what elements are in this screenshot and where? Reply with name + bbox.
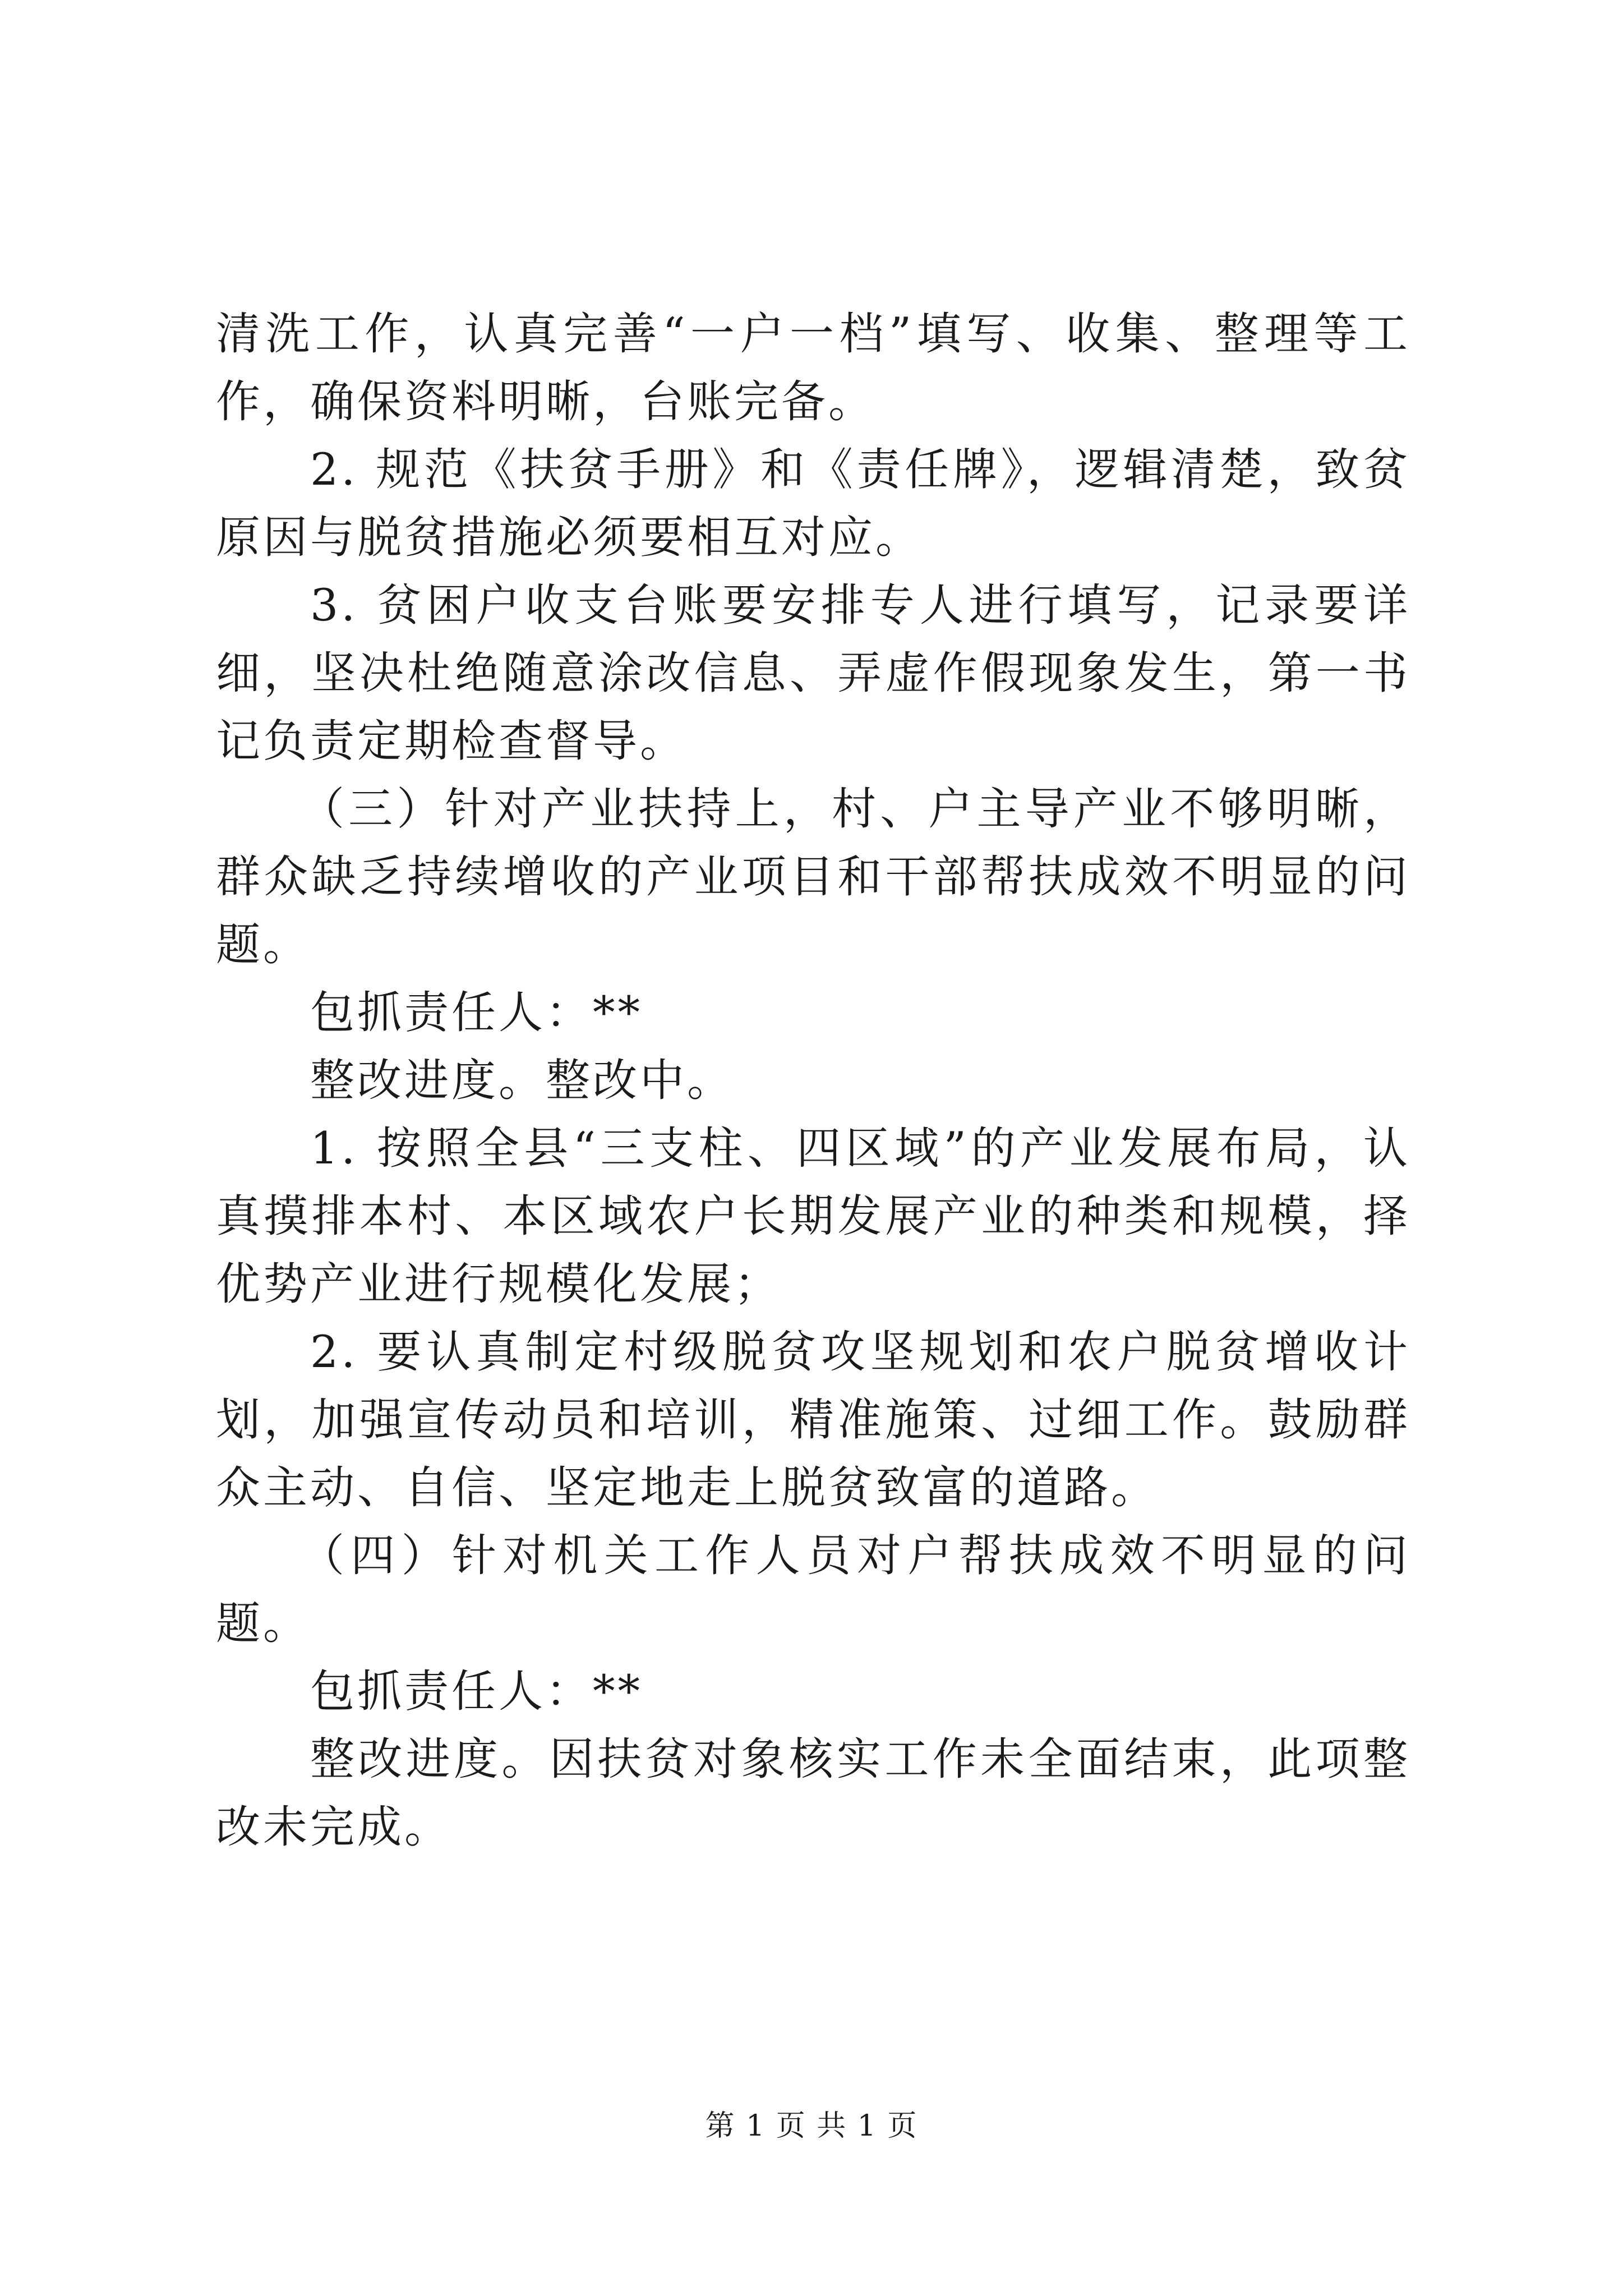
paragraph-item-1: 1. 按照全县“三支柱、四区域”的产业发展布局，认真摸排本村、本区域农户长期发展产业的种类和规模，择优势产业进行规模化发展； [216,1122,1410,1310]
responsible-person-2: 包抓责任人：** [310,1665,643,1717]
document-body [216,300,1410,1861]
progress-status: 整改进度。整改中。 [310,1055,734,1106]
paragraph-item-2b: 2. 要认真制定村级脱贫攻坚规划和农户脱贫增收计划，加强宣传动员和培训，精准施策、过细工作。鼓励群众主动、自信、坚定地走上脱贫致富的道路。 [216,1326,1410,1513]
page-footer: 第 1 页 共 1 页 [705,2109,918,2143]
section-heading-4: （四）针对机关工作人员对户帮扶成效不明显的问题。 [216,1530,1410,1649]
paragraph-item-2: 2. 规范《扶贫手册》和《责任牌》，逻辑清楚，致贫原因与脱贫措施必须要相互对应。 [216,444,1410,563]
progress-status-2: 整改进度。因扶贫对象核实工作未全面结束，此项整改未完成。 [216,1733,1410,1853]
responsible-person: 包抓责任人：** [310,987,643,1038]
section-heading-3: （三）针对产业扶持上，村、户主导产业不够明晰，群众缺乏持续增收的产业项目和干部帮扶成效不明显的问题。 [216,783,1410,970]
paragraph-continuation: 清洗工作，认真完善“一户一档”填写、收集、整理等工作，确保资料明晰，台账完备。 [216,308,1410,427]
paragraph-item-3: 3. 贫困户收支台账要安排专人进行填写，记录要详细，坚决杜绝随意涂改信息、弄虚作假现象发生，第一书记负责定期检查督导。 [216,579,1410,767]
